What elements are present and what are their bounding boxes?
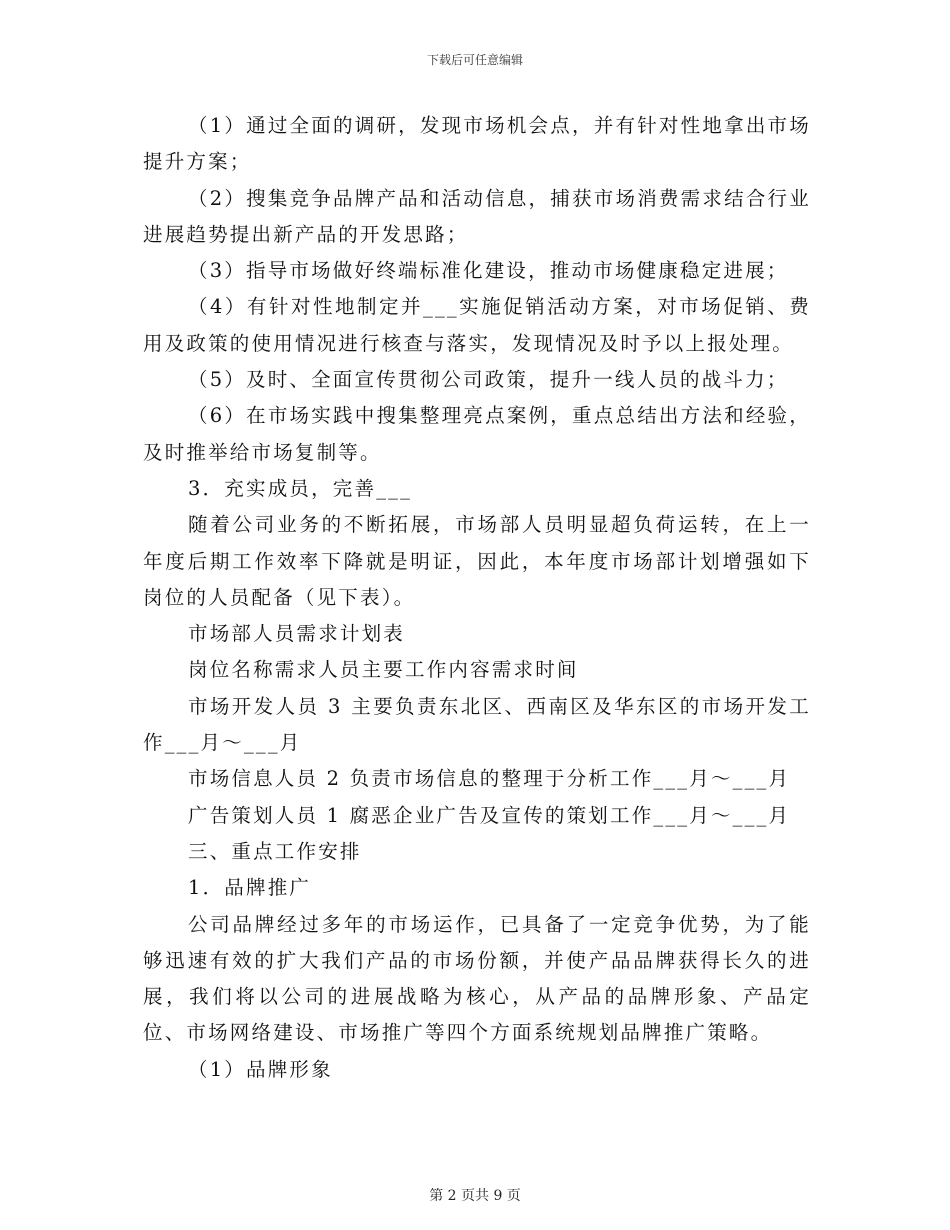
paragraph-3: （3）指导市场做好终端标准化建设，推动市场健康稳定进展； [188,259,789,283]
paragraph-6: （6）在市场实践中搜集整理亮点案例，重点总结出方法和经验，及时推举给市场复制等。 [143,404,811,464]
table-title: 市场部人员需求计划表 [188,622,406,646]
section-heading-staffing: 3．充实成员，完善___ [188,476,413,500]
paragraph-staffing: 随着公司业务的不断拓展，市场部人员明显超负荷运转，在上一年度后期工作效率下降就是明证，因此，本年度市场部计划增强如下岗位的人员配备（见下表）。 [143,513,811,609]
document-body [143,108,811,1088]
paragraph-2: （2）搜集竞争品牌产品和活动信息，捕获市场消费需求结合行业进展趋势提出新产品的开发思路； [143,186,811,246]
table-header-row: 岗位名称需求人员主要工作内容需求时间 [188,658,579,682]
table-row-market-dev: 市场开发人员 3 主要负责东北区、西南区及华东区的市场开发工作___月～___月 [143,694,811,755]
subheading-brand-image: （1）品牌形象 [188,1057,333,1081]
paragraph-1: （1）通过全面的调研，发现市场机会点，并有针对性地拿出市场提升方案； [143,114,811,174]
subheading-brand-promotion: 1．品牌推广 [188,876,312,900]
table-row-market-info: 市场信息人员 2 负责市场信息的整理于分析工作___月～___月 [188,767,791,791]
page-footer: 第 2 页共 9 页 [429,1188,521,1204]
paragraph-brand: 公司品牌经过多年的市场运作，已具备了一定竞争优势，为了能够迅速有效的扩大我们产品的市场份额，并使产品品牌获得长久的进展，我们将以公司的进展战略为核心，从产品的品牌形象、产品定位、市场网络建设、市场推广等四个方面系统规划品牌推广策略。 [143,912,811,1045]
table-row-ad-planning: 广告策划人员 1 腐恶企业广告及宣传的策划工作___月～___月 [188,803,791,827]
paragraph-4: （4）有针对性地制定并___实施促销活动方案，对市场促销、费用及政策的使用情况进行核查与落实，发现情况及时予以上报处理。 [143,295,811,355]
section-heading-key-work: 三、重点工作安排 [188,839,362,863]
paragraph-5: （5）及时、全面宣传贯彻公司政策，提升一线人员的战斗力； [188,368,789,392]
page-header: 下载后可任意编辑 [426,53,523,67]
